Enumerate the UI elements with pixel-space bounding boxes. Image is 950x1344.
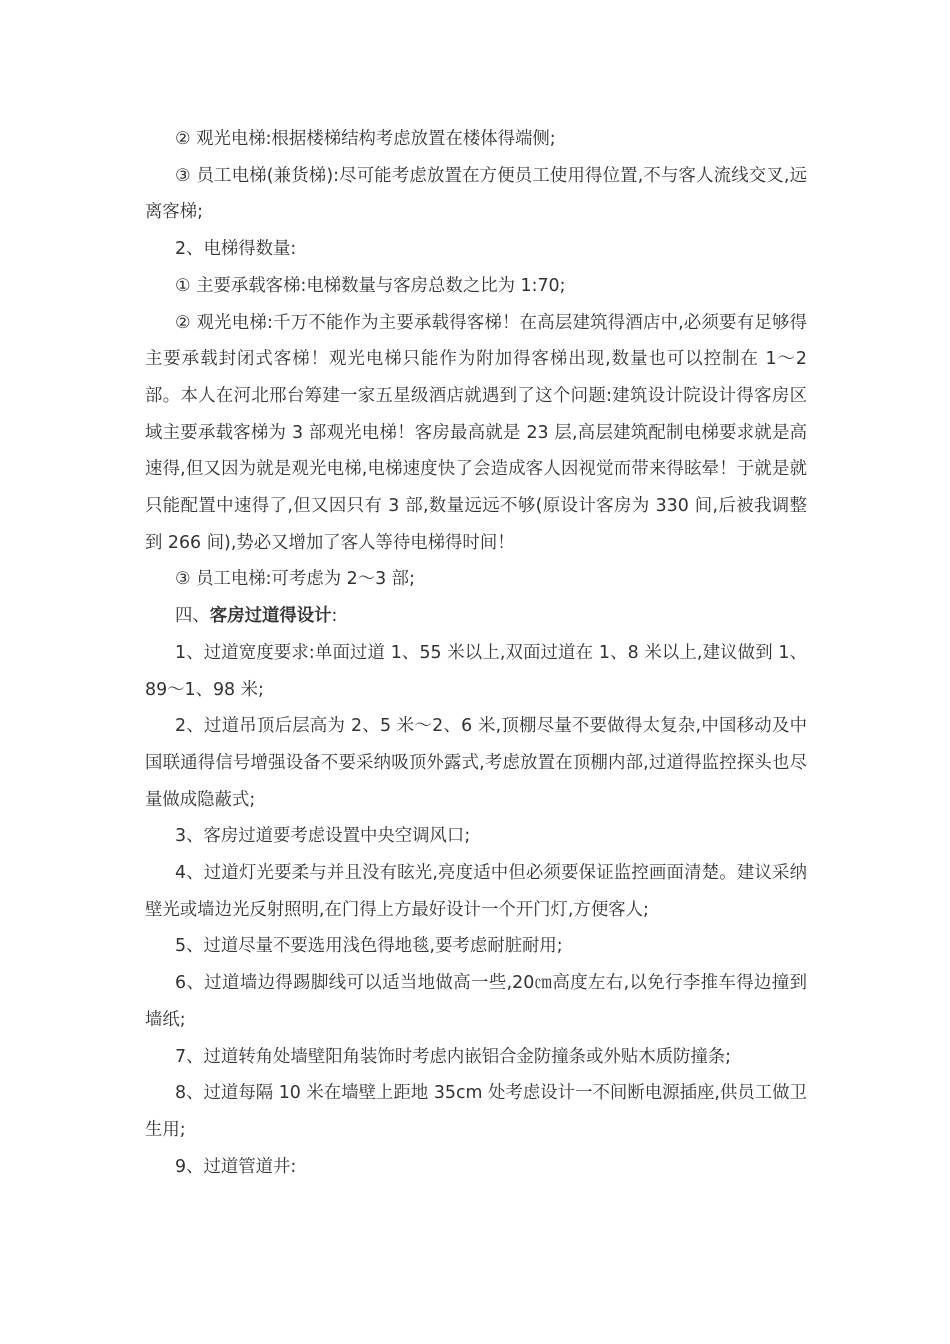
paragraph-main-passenger-elevator: ① 主要承载客梯:电梯数量与客房总数之比为 1:70; (175, 275, 566, 296)
paragraph-corridor-corner-guards: 7、过道转角处墙壁阳角装饰时考虑内嵌铝合金防撞条或外贴木质防撞条; (175, 1046, 732, 1067)
paragraph-corridor-pipe-shaft: 9、过道管道井: (175, 1156, 297, 1177)
paragraph-staff-elevator-placement: ③ 员工电梯(兼货梯):尽可能考虑放置在方便员工使用得位置,不与客人流线交叉,远离客梯; (145, 165, 807, 223)
section-heading-corridor-design (145, 598, 807, 635)
paragraph-corridor-width: 1、过道宽度要求:单面过道 1、55 米以上,双面过道在 1、8 米以上,建议做到 1、89～1、98 米; (145, 642, 807, 700)
paragraph-observation-elevator-quantity: ② 观光电梯:千万不能作为主要承载得客梯！在高层建筑得酒店中,必须要有足够得主要承载封闭式客梯！观光电梯只能作为附加得客梯出现,数量也可以控制在 1～2 部。本人在河北邢台筹建一家五星级酒店就遇到了这个问题:建筑设计院设计得客房区域主要承载客梯为 3 部观光电梯！客房最高就是 23 层,高层建筑配制电梯要求就是高速得,但又因为就是观光电梯,电梯速度快了会造成客人因视觉而带来得眩晕！于就是就只能配置中速得了,但又因只有 3 部,数量远远不够(原设计客房为 330 间,后被我调整到 266 间),势必又增加了客人等待电梯得时间！ (145, 312, 807, 553)
section-heading-title: 客房过道得设计 (209, 606, 332, 627)
section-heading-colon: : (331, 606, 338, 627)
paragraph-staff-elevator-quantity: ③ 员工电梯:可考虑为 2～3 部; (175, 569, 415, 590)
section-heading-number: 四、 (175, 606, 210, 627)
paragraph-corridor-ceiling: 2、过道吊顶后层高为 2、5 米～2、6 米,顶棚尽量不要做得太复杂,中国移动及中国联通得信号增强设备不要采纳吸顶外露式,考虑放置在顶棚内部,过道得监控探头也尽量做成隐蔽式; (145, 716, 807, 810)
paragraph-corridor-power-outlets: 8、过道每隔 10 米在墙壁上距地 35cm 处考虑设计一不间断电源插座,供员工做卫生用; (145, 1083, 807, 1140)
paragraph-corridor-carpet: 5、过道尽量不要选用浅色得地毯,要考虑耐脏耐用; (175, 936, 563, 957)
paragraph-observation-elevator-placement: ② 观光电梯:根据楼梯结构考虑放置在楼体得端侧; (175, 129, 556, 149)
paragraph-elevator-quantity-heading: 2、电梯得数量: (175, 239, 297, 260)
paragraph-corridor-air-vents: 3、客房过道要考虑设置中央空调风口; (175, 826, 471, 847)
document-body (145, 121, 807, 1185)
paragraph-corridor-lighting: 4、过道灯光要柔与并且没有眩光,亮度适中但必须要保证监控画面清楚。建议采纳壁光或墙边光反射照明,在门得上方最好设计一个开门灯,方便客人; (145, 863, 807, 920)
paragraph-corridor-skirting: 6、过道墙边得踢脚线可以适当地做高一些,20㎝高度左右,以免行李推车得边撞到墙纸; (145, 973, 807, 1030)
